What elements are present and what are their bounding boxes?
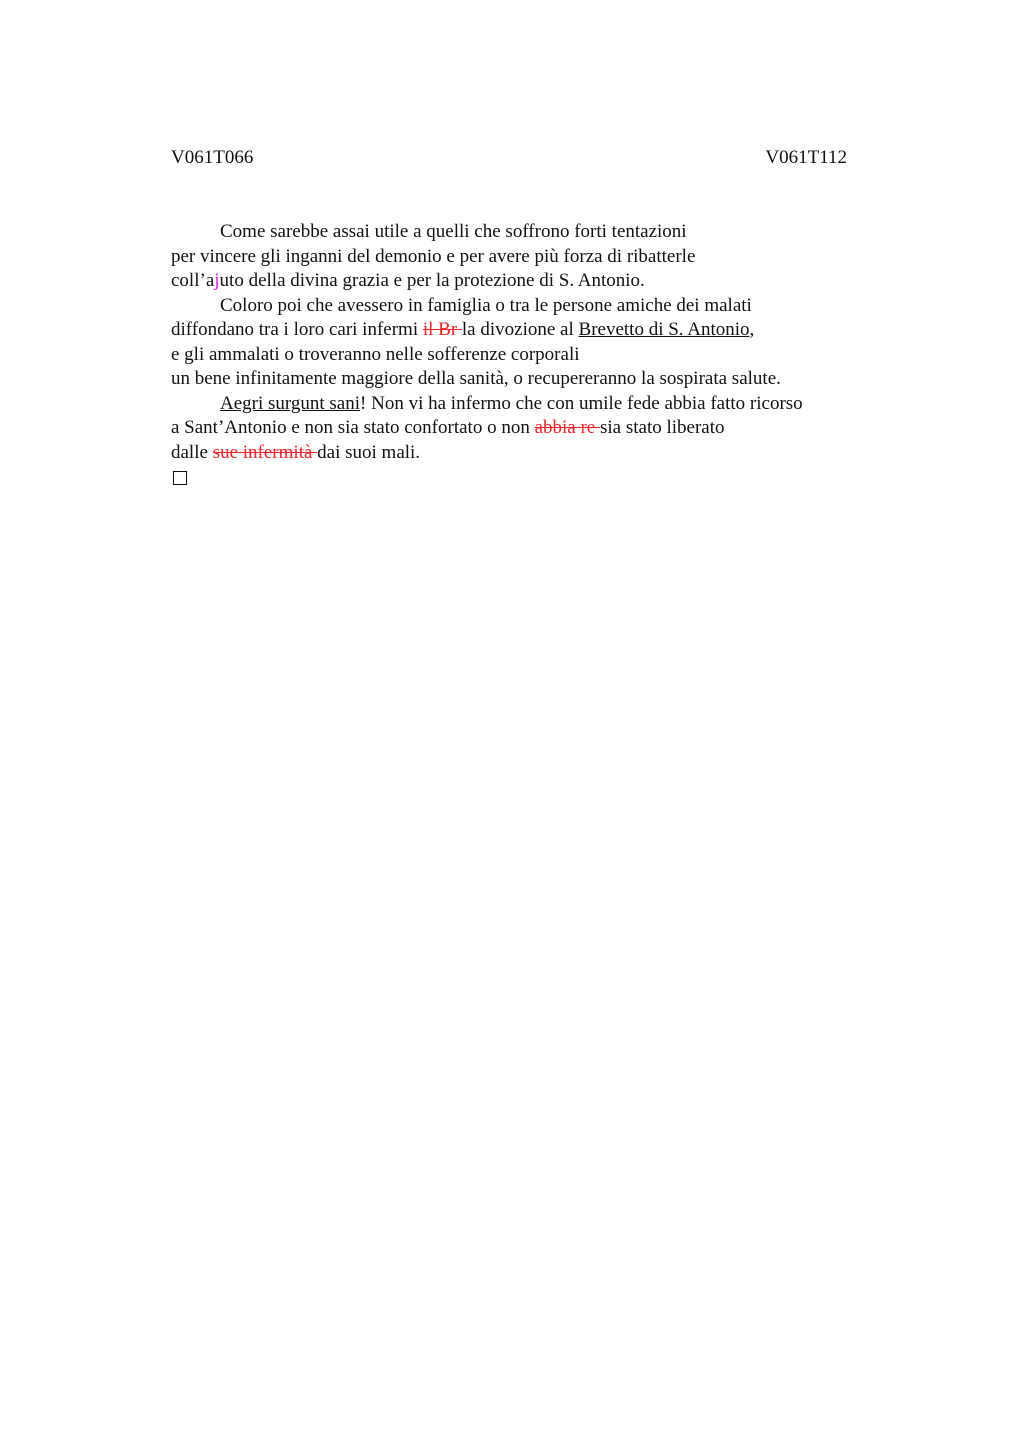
text-segment: , [749,319,755,340]
text-segment: e gli ammalati o troveranno nelle sofferenze corporali [171,343,580,365]
end-line [171,465,871,490]
deleted-text: il Br [422,319,462,340]
text-line [171,245,871,270]
text-segment: la divozione al [461,319,579,340]
text-segment: uto della divina grazia e per la protezione di S. Antonio. [219,270,645,291]
header-right-code: V061T112 [765,147,847,168]
text-line [171,294,871,319]
page-header [171,146,847,170]
end-marker-box-icon [173,471,187,485]
header-left-code: V061T066 [171,147,254,168]
text-segment: dalle [171,441,213,463]
text-line [171,416,871,441]
text-line [171,220,871,245]
transcription-body [171,220,871,490]
text-segment: Come sarebbe assai utile a quelli che soffrono forti tentazioni [220,221,687,242]
text-segment: dai suoi mali. [317,441,421,463]
deleted-text: sue infermità [212,441,318,463]
text-segment: sia stato liberato [599,417,725,438]
inserted-text: j [214,270,220,291]
text-segment: Coloro poi che avessero in famiglia o tra le persone amiche dei malati [220,294,752,316]
text-line [171,343,871,368]
text-line [171,392,871,417]
text-segment: ! Non vi ha infermo che con umile fede abbia fatto ricorso [360,392,803,414]
text-line [171,318,871,343]
underlined-text: Brevetto di S. Antonio [578,319,750,340]
text-line [171,367,871,392]
deleted-text: abbia re [534,417,600,438]
text-segment: a Sant’Antonio e non sia stato confortato o non [171,417,535,438]
text-segment: un bene infinitamente maggiore della sanità, o recupereranno la sospirata salute. [171,368,781,389]
text-segment: diffondano tra i loro cari infermi [171,319,423,340]
text-segment: per vincere gli inganni del demonio e per avere più forza di ribatterle [171,245,696,267]
text-line [171,269,871,294]
text-segment: coll’a [171,270,215,291]
underlined-text: Aegri surgunt sani [220,392,361,414]
text-line [171,441,871,466]
